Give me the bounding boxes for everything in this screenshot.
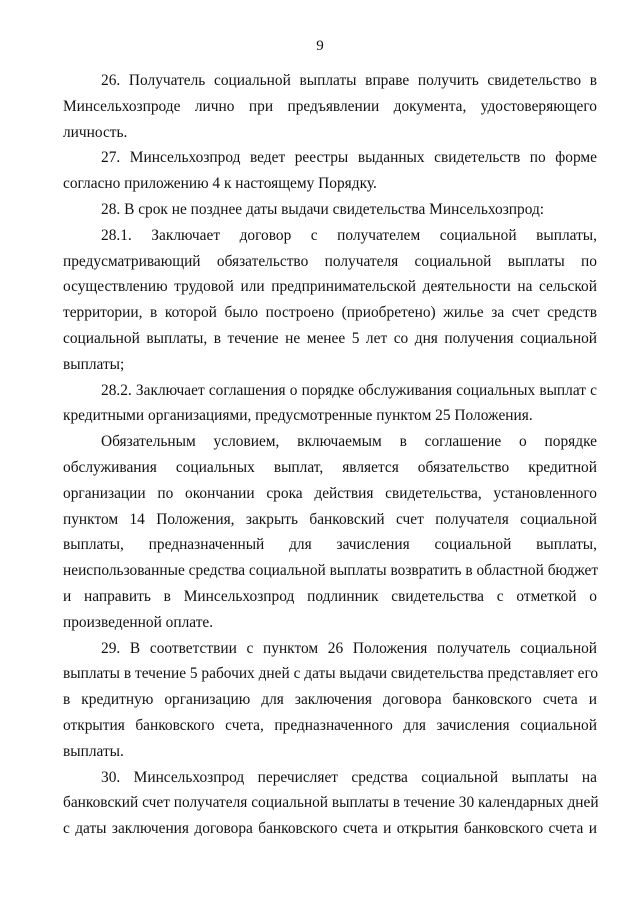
paragraph-line: 28. В срок не позднее даты выдачи свидетельства Минсельхозпрод:: [101, 200, 545, 218]
paragraph-line: Минсельхозпроде лично при предъявлении документа, удостоверяющего: [63, 97, 597, 115]
paragraph-p29: [63, 636, 597, 765]
paragraph-line: с даты заключения договора банковского счета и открытия банковского счета и: [63, 820, 597, 838]
paragraph-line: неиспользованные средства социальной выплаты возвратить в областной бюджет: [63, 562, 599, 580]
paragraph-line: кредитными организациями, предусмотренные пунктом 25 Положения.: [63, 407, 533, 425]
paragraph-line: произведенной оплате.: [63, 613, 214, 631]
paragraph-line: 28.1. Заключает договор с получателем социальной выплаты,: [101, 226, 597, 244]
paragraph-p28: [63, 197, 597, 223]
paragraph-line: 27. Минсельхозпрод ведет реестры выданных свидетельств по форме: [101, 149, 597, 167]
page-number: 9: [316, 38, 324, 54]
paragraph-line: пунктом 14 Положения, закрыть банковский счет получателя социальной: [63, 510, 597, 528]
paragraph-p30: [63, 765, 597, 842]
paragraph-p26: [63, 68, 597, 145]
paragraph-p27: [63, 145, 597, 197]
paragraph-line: территории, в которой было построено (приобретено) жилье за счет средств: [63, 304, 597, 322]
paragraph-line: обслуживания социальных выплат, является обязательство кредитной: [63, 458, 597, 476]
paragraph-line: 29. В соответствии с пунктом 26 Положения получатель социальной: [101, 639, 597, 657]
paragraph-line: социальной выплаты, в течение не менее 5 лет со дня получения социальной: [63, 329, 597, 347]
paragraph-line: 28.2. Заключает соглашения о порядке обслуживания социальных выплат с: [101, 381, 597, 399]
paragraph-line: банковский счет получателя социальной выплаты в течение 30 календарных дней: [63, 794, 599, 812]
paragraph-line: осуществлению трудовой или предпринимательской деятельности на сельской: [63, 278, 597, 296]
paragraph-line: выплаты, предназначенный для зачисления социальной выплаты,: [63, 536, 597, 554]
paragraph-p28-2: [63, 378, 597, 430]
paragraph-line: 26. Получатель социальной выплаты вправе получить свидетельство в: [101, 72, 597, 89]
paragraph-line: предусматривающий обязательство получателя социальной выплаты по: [63, 252, 597, 270]
paragraph-line: выплаты;: [63, 355, 125, 373]
paragraph-line: выплаты в течение 5 рабочих дней с даты выдачи свидетельства представляет его: [63, 665, 599, 683]
document-body: [63, 68, 597, 842]
paragraph-line: выплаты.: [63, 742, 124, 760]
paragraph-line: открытия банковского счета, предназначенного для зачисления социальной: [63, 716, 597, 734]
paragraph-line: Обязательным условием, включаемым в соглашение о порядке: [101, 433, 597, 451]
paragraph-p-condition: [63, 429, 597, 635]
paragraph-line: в кредитную организацию для заключения договора банковского счета и: [63, 691, 597, 709]
paragraph-line: личность.: [63, 123, 128, 141]
paragraph-line: 30. Минсельхозпрод перечисляет средства социальной выплаты на: [101, 768, 597, 786]
paragraph-line: и направить в Минсельхозпрод подлинник свидетельства с отметкой о: [63, 587, 597, 605]
paragraph-line: организации по окончании срока действия свидетельства, установленного: [63, 484, 597, 502]
paragraph-p28-1: [63, 223, 597, 378]
paragraph-line: согласно приложению 4 к настоящему Порядку.: [63, 175, 377, 193]
